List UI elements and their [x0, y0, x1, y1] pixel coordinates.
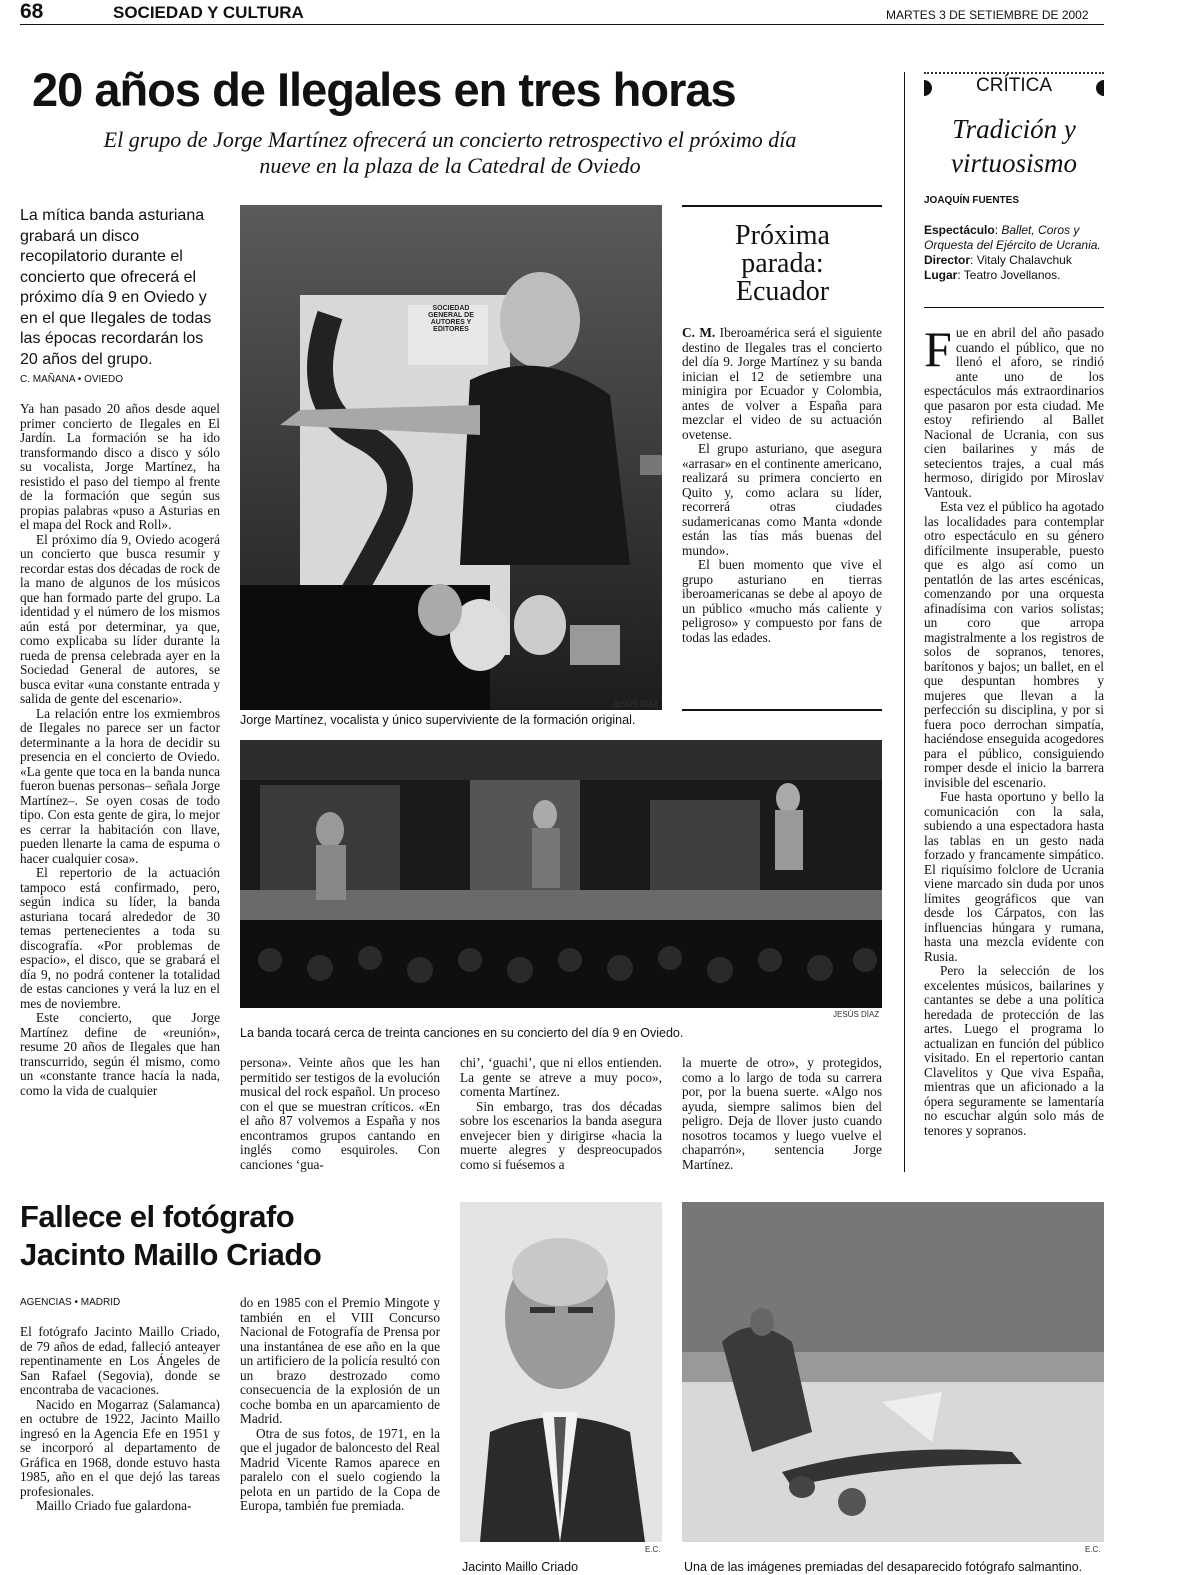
- photo1-caption: Jorge Martínez, vocalista y único superviviente de la formación original.: [240, 713, 636, 727]
- fact-director: Director: Vitaly Chalavchuk: [924, 253, 1072, 267]
- paragraph: [924, 321, 1104, 500]
- paragraph: Esta vez el público ha agotado las localidades para contemplar otro espectáculo en su género difícilmente insuperable, puesto que es algo así como un pentatlón de las artes escénicas, comenzando por una orquesta afinadísima con varios solistas; un coro que arropa magistralmente a los registros de solos de sopranos, tenores, barítonos y bajos; un ballet, en el que despuntan hombres y mujeres que llevan a la perfección su disciplina, y por si fuera poco derrochan simpatía, haciéndose enseguida acogedores para el público, consiguiendo romper desde el inicio la barrera invisible del escenario.: [924, 499, 1104, 790]
- fact-key: Espectáculo: [924, 223, 995, 237]
- fact-lugar: Lugar: Teatro Jovellanos.: [924, 268, 1061, 282]
- fact-key: Director: [924, 253, 971, 267]
- main-col1: [20, 402, 220, 1192]
- portrait-image: [460, 1202, 662, 1542]
- paragraph: [682, 326, 882, 442]
- portrait-caption: Jacinto Maillo Criado: [462, 1560, 579, 1574]
- byline-name: C. MAÑANA: [20, 374, 76, 385]
- critica-title: Tradición y virtuosismo: [950, 114, 1077, 178]
- critica-factbox: [924, 223, 1104, 283]
- sidebar-top-rule: [682, 205, 882, 207]
- critica-label-bar: [924, 72, 1104, 102]
- concert-stage-image: [240, 740, 882, 1008]
- paragraph: El fotógrafo Jacinto Maillo Criado, de 79 años de edad, falleció anteayer repentinamente en Los Ángeles de San Rafael (Segovia), donde se encontraba de vacaciones.: [20, 1324, 220, 1397]
- basketball-caption: Una de las imágenes premiadas del desaparecido fotógrafo salmantino.: [684, 1560, 1083, 1574]
- sidebar-initials: C. M.: [682, 325, 716, 340]
- paragraph: El repertorio de la actuación tampoco está confirmado, pero, según indica su líder, la banda asturiana tocará alrededor de 30 temas pertenecientes a toda su discografía. «Por problemas de espacio», el disco, que se grabará el día 9, no podrá contener la totalidad de estas canciones y verá la luz en el mes de noviembre.: [20, 865, 220, 1011]
- section-title: SOCIEDAD Y CULTURA: [113, 3, 304, 22]
- basketball-credit: E.C.: [1085, 1545, 1101, 1554]
- photo-sign-text: SOCIEDAD GENERAL DE AUTORES Y EDITORES: [428, 305, 474, 333]
- page-number: 68: [20, 0, 44, 23]
- obituary-byline: AGENCIAS • MADRID: [20, 1297, 121, 1308]
- critica-author: JOAQUÍN FUENTES: [924, 195, 1020, 206]
- paragraph: Este concierto, que Jorge Martínez define de «reunión», resume 20 años de Ilegales que han transcurrido, según él mismo, como un «constante trance hacía la nada, como la vida de cualquier: [20, 1010, 220, 1098]
- main-byline: C. MAÑANA • OVIEDO: [20, 374, 123, 385]
- basketball-image: [682, 1202, 1104, 1542]
- header-rule: [20, 24, 1104, 25]
- portrait-credit: E.C.: [645, 1545, 661, 1554]
- sidebar-bottom-rule: [682, 709, 882, 711]
- main-headline: 20 años de Ilegales en tres horas: [32, 63, 736, 116]
- obituary-headline-line1: Fallece el fotógrafo: [20, 1199, 295, 1234]
- obituary-col1: [20, 1325, 220, 1514]
- critica-label: CRÍTICA: [976, 75, 1052, 96]
- fact-value: Teatro Jovellanos.: [963, 268, 1061, 282]
- critica-first-paragraph: ue en abril del año pasado cuando el público, que no llenó el aforo, se rindió ante uno de los espectáculos más extraordinarios que pasaron por esta ciudad. Me estoy refiriendo al Ballet Nacional de Ucrania, con sus cien bailarines y más de setecientos trajes, a cual más hermoso, dirigido por Miroslav Vantouk.: [924, 325, 1104, 500]
- dropcap: F: [924, 321, 952, 377]
- paragraph: Maillo Criado fue galardona-: [36, 1498, 192, 1513]
- paragraph: Sin embargo, tras dos décadas sobre los escenarios la banda asegura envejecer bien y dirigirse «hacia la muerte alegres y despreocupados como si fuésemos a: [460, 1098, 662, 1172]
- sidebar-paragraph-1: Iberoamérica será el siguiente destino de Ilegales tras el concierto del día 9. Jorge Martínez y su banda inician el 12 de setiembre una minigira por Ecuador y Colombia, antes de volver a España para mezclar el video de su actuación ovetense.: [682, 325, 883, 442]
- main-subhead: El grupo de Jorge Martínez ofrecerá un concierto retrospectivo el próximo día nueve en la plaza de la Catedral de Oviedo: [103, 127, 797, 178]
- fact-value: Ballet, Coros y Orquesta del Ejército de Ucrania.: [924, 223, 1101, 252]
- obituary-headline: [20, 1198, 321, 1274]
- byline-place: OVIEDO: [84, 374, 123, 385]
- critica-vertical-rule: [904, 72, 905, 1172]
- fact-value: Vitaly Chalavchuk: [976, 253, 1072, 267]
- concert-photo: [240, 740, 882, 1008]
- fact-espectaculo: Espectáculo: Ballet, Coros y Orquesta del Ejército de Ucrania.: [924, 223, 1101, 252]
- paragraph: Ya han pasado 20 años desde aquel primer concierto de Ilegales en El Jardín. La formación se ha ido transformando disco a disco y sólo su vocalista, Jorge Martínez, ha resistido el paso del tiempo al frente de la formación que según sus propias palabras «puso a Asturias en el mapa del Rock and Roll».: [20, 402, 220, 532]
- paragraph: El buen momento que vive el grupo asturiano en tierras iberoamericanas se debe al apoyo de un público «mucho más caliente y peligroso» y compuesto por fans de todas las edades.: [682, 557, 882, 645]
- basketball-photo: [682, 1202, 1104, 1542]
- main-col2: persona». Veinte años que les han permitido ser testigos de la evolución musical del rock español. Un proceso con el que se muestran críticos. «En el año 87 volvemos a España y nos encontramos grupos cantando en inglés como esquiroles. Con canciones ‘gua-: [240, 1055, 440, 1172]
- obituary-col2: [240, 1296, 440, 1514]
- issue-date: MARTES 3 DE SETIEMBRE DE 2002: [886, 8, 1089, 22]
- critica-body: [924, 321, 1104, 1138]
- photo2-caption: La banda tocará cerca de treinta canciones en su concierto del día 9 en Oviedo.: [240, 1026, 684, 1040]
- critica-factbox-rule: [924, 307, 1104, 308]
- lead-paragraph: La mítica banda asturiana grabará un disco recopilatorio durante el concierto que ofrecerá el próximo día 9 en Oviedo y en el que Ilegales de todas las épocas recordarán los 20 años del grupo.: [20, 207, 212, 368]
- paragraph: El grupo asturiano, que asegura «arrasar» en el continente americano, realizará su primera concierto en Quito y, como aclara su líder, recorrerá otras ciudades sudamericanas como Manta «donde están las tías más buenas del mundo».: [682, 441, 882, 558]
- press-conference-image: [240, 205, 662, 710]
- paragraph: El próximo día 9, Oviedo acogerá un concierto que busca resumir y recordar estas dos décadas de rock de la mano de algunos de los músicos que han formado parte del grupo. La identidad y el número de los mismos aún está por determinar, ya que, como explicaba su líder durante la rueda de prensa celebrada ayer en la Sociedad General de autores, se busca evitar «una constante entrada y salida de gente del escenario».: [20, 531, 220, 706]
- paragraph: Otra de sus fotos, de 1971, en la que el jugador de baloncesto del Real Madrid Vicente Ramos aparece en paralelo con el suelo cogiendo la pelota en un partido de la Copa de Europa, también fue premiada.: [240, 1425, 440, 1513]
- main-col3: [460, 1056, 662, 1172]
- byline-agency: AGENCIAS: [20, 1297, 72, 1308]
- sidebar-body: [682, 326, 882, 645]
- portrait-photo: [460, 1202, 662, 1542]
- paragraph: do en 1985 con el Premio Mingote y también en el VIII Concurso Nacional de Fotografía de Prensa por una instantánea de ese año en la que un artificiero de la policía resultó con un brazo destrozado como consecuencia de la explosión de un coche bomba en un aparcamiento de Madrid.: [240, 1295, 440, 1426]
- byline-place: MADRID: [80, 1297, 121, 1308]
- main-col4: la muerte de otro», y protegidos, como a lo largo de toda su carrera por, por la buena suerte. «Algo nos ayuda, siempre salimos bien del peligro. Deja de llover justo cuando nosotros tocamos y luego vuelve el chaparrón», sentencia Jorge Martínez.: [682, 1055, 882, 1172]
- fact-key: Lugar: [924, 268, 958, 282]
- sidebar-title: Próxima parada: Ecuador: [735, 220, 830, 307]
- photo2-credit: JESÚS DÍAZ: [833, 1010, 880, 1019]
- press-conference-photo: [240, 205, 662, 710]
- paragraph: chi’, ‘guachi’, que ni ellos entienden. La gente se atreve a muy poco», comenta Martínez.: [460, 1055, 662, 1099]
- paragraph: Nacido en Mogarraz (Salamanca) en octubre de 1922, Jacinto Maillo ingresó en la Agencia Efe en 1951 y se incorporó al departamento de Gráfica en 1968, donde estuvo hasta 1985, año en el que dejó las tareas profesionales.: [20, 1396, 220, 1499]
- obituary-headline-line2: Jacinto Maillo Criado: [20, 1237, 322, 1272]
- paragraph: Pero la selección de los excelentes músicos, bailarines y cantantes se debe a una política heredada de protección de las artes. Luego el programa lo actualizan en función del público visitado. En el repertorio cantan Clavelitos y Que viva España, mientras que un aficionado a la ópera seguramente se lamentaría no escuchar algún solo más de tenores y sopranos.: [924, 963, 1104, 1138]
- paragraph: La relación entre los exmiembros de Ilegales no parece ser un factor determinante a la hora de decidir su presencia en el concierto de Oviedo. «La gente que toca en la banda nunca fueron buenas personas– señala Jorge Martínez–. Se oyen cosas de todo tipo. Con esta gente de gira, lo mejor es cerrar la habitación con llave, pueden llenarte la cama de espuma o hacer cualquier cosa».: [20, 705, 220, 866]
- paragraph: Fue hasta oportuno y bello la comunicación con la sala, subiendo a una espectadora hasta las tablas en un gesto nada forzado y francamente simpático. El riquísimo folclore de Ucrania viene marcado sin duda por unos límites geográficos que van desde los Cárpatos, con las influencias húngara y rumana, hasta una mezcla evidente con Rusia.: [924, 789, 1104, 964]
- photo1-credit: JESÚS DÍAZ: [612, 700, 659, 709]
